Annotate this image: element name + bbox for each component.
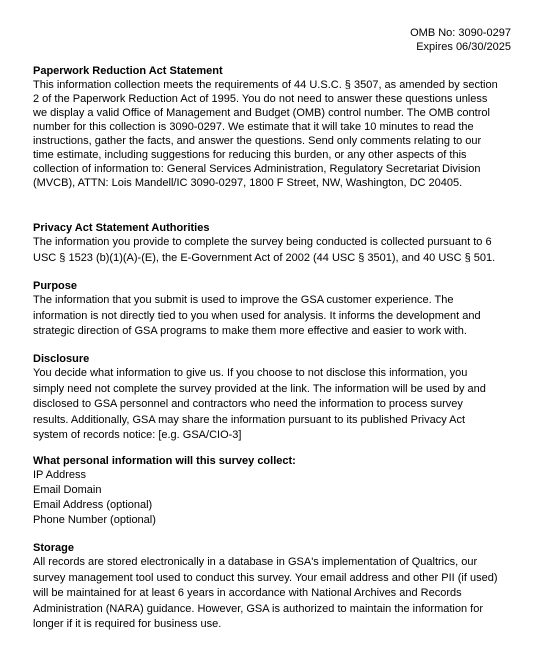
personal-info-heading: What personal information will this survey collect: xyxy=(33,455,296,467)
disclosure-line: You decide what information to give us. If you choose to not disclose this information, you xyxy=(33,367,468,379)
privacy-line: The information you provide to complete the survey being conducted is collected pursuant to 6 xyxy=(33,236,492,248)
paperwork-line: time estimate, including suggestions for reducing this burden, or any other aspects of this xyxy=(33,149,467,161)
personal-info-section xyxy=(33,454,511,528)
disclosure-section xyxy=(33,352,511,444)
purpose-body xyxy=(33,293,511,340)
omb-expiration: Expires 06/30/2025 xyxy=(416,41,511,53)
list-item: Email Domain xyxy=(33,484,102,496)
paperwork-reduction-body xyxy=(33,78,511,190)
omb-control-block xyxy=(410,26,511,54)
list-item: Email Address (optional) xyxy=(33,499,153,511)
paperwork-reduction-heading: Paperwork Reduction Act Statement xyxy=(33,65,223,77)
privacy-act-section xyxy=(33,221,511,266)
paperwork-line: collection of information to: General Services Administration, Regulatory Secretariat Division xyxy=(33,163,481,175)
storage-section xyxy=(33,541,511,633)
disclosure-body xyxy=(33,366,511,444)
list-item: Phone Number (optional) xyxy=(33,514,156,526)
purpose-heading: Purpose xyxy=(33,280,78,292)
paperwork-line: 2 of the Paperwork Reduction Act of 1995. You do not need to answer these questions unless xyxy=(33,93,488,105)
disclosure-line: simply need not complete the survey provided at the link. The information will be used by and xyxy=(33,382,486,395)
omb-number: OMB No: 3090-0297 xyxy=(410,27,511,39)
disclosure-heading: Disclosure xyxy=(33,353,90,365)
storage-line: will be maintained for at least 6 years in accordance with National Archives and Records xyxy=(33,587,462,599)
paperwork-line: we display a valid Office of Management and Budget (OMB) control number. The OMB control xyxy=(33,107,490,119)
privacy-act-heading: Privacy Act Statement Authorities xyxy=(33,222,210,234)
purpose-line: strategic direction of GSA programs to make them more effective and easier to work with. xyxy=(33,325,467,337)
storage-line: survey management tool used to conduct this survey. Your email address and other PII (if used) xyxy=(33,571,498,584)
storage-line: longer if it is required for business use. xyxy=(33,618,222,630)
privacy-act-body xyxy=(33,235,511,266)
storage-line: All records are stored electronically in a database in GSA's implementation of Qualtrics, our xyxy=(33,556,478,568)
storage-line: Administration (NARA) guidance. However, GSA is authorized to maintain the information for xyxy=(33,602,483,615)
purpose-section xyxy=(33,279,511,340)
paperwork-line: This information collection meets the requirements of 44 U.S.C. § 3507, as amended by section xyxy=(33,79,498,91)
list-item: IP Address xyxy=(33,469,86,481)
disclosure-line: system of records notice: [e.g. GSA/CIO-3] xyxy=(33,429,242,441)
paperwork-line: instructions, gather the facts, and answer the questions. Send only comments relating to our xyxy=(33,135,482,147)
disclosure-line: disclosed to GSA personnel and contractors who need the information to process survey xyxy=(33,398,463,410)
privacy-line: USC § 1523 (b)(1)(A)-(E), the E-Government Act of 2002 (44 USC § 3501), and 40 USC § 501. xyxy=(33,251,496,264)
personal-info-list xyxy=(33,468,511,528)
purpose-line: The information that you submit is used to improve the GSA customer experience. The xyxy=(33,294,454,306)
paperwork-line: number for this collection is 3090-0297. We estimate that it will take 10 minutes to read the xyxy=(33,121,474,133)
storage-body xyxy=(33,555,511,633)
disclosure-line: results. Additionally, GSA may share the information pursuant to its published Privacy Act xyxy=(33,413,466,426)
storage-heading: Storage xyxy=(33,542,74,554)
paperwork-reduction-section xyxy=(33,64,511,190)
paperwork-line: (MVCB), ATTN: Lois Mandell/IC 3090-0297, 1800 F Street, NW, Washington, DC 20405. xyxy=(33,177,463,189)
purpose-line: information is not directly tied to you when used for analysis. It informs the development and xyxy=(33,309,481,322)
